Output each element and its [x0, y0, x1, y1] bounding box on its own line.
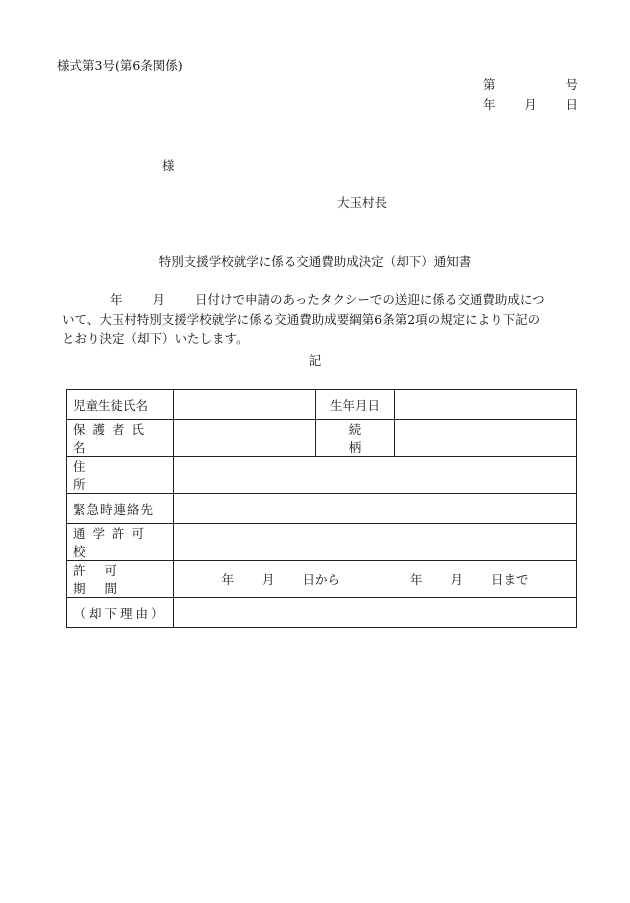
reason-label: （却下理由）: [67, 598, 174, 628]
emergency-contact-label: 緊急時連絡先: [67, 494, 174, 524]
guardian-name-label: 保護者氏名: [67, 420, 174, 457]
period-to-month: 月: [450, 572, 464, 587]
period-from-year: 年: [221, 572, 234, 587]
birth-date-label: 生年月日: [316, 390, 395, 420]
period-field[interactable]: [174, 561, 577, 598]
table-row: [67, 598, 577, 628]
period-from-month: 月: [261, 572, 275, 587]
table-row: [67, 457, 577, 494]
body-line-3: とおり決定（却下）いたします。: [62, 331, 249, 346]
body-month-label: 月: [152, 292, 166, 307]
form-number: 様式第3号(第6条関係): [57, 58, 183, 73]
number-prefix: 第: [483, 77, 496, 92]
sender: 大玉村長: [337, 195, 388, 210]
addressee-suffix: 様: [162, 158, 175, 173]
document-number-line: [483, 75, 578, 93]
emergency-contact-field[interactable]: [174, 494, 577, 524]
relationship-field[interactable]: [395, 420, 577, 457]
address-label: 住所: [67, 457, 174, 494]
document-title: 特別支援学校就学に係る交通費助成決定（却下）通知書: [158, 254, 472, 269]
period-label: 許可期間: [67, 561, 174, 598]
body-line-1: [62, 290, 582, 310]
body-line-2: いて、大玉村特別支援学校就学に係る交通費助成要綱第6条第2項の規定により下記の: [62, 311, 541, 327]
table-row: [67, 561, 577, 598]
body-line-1-rest: 日付けで申請のあったタクシーでの送迎に係る交通費助成につ: [195, 292, 545, 307]
ki-heading: 記: [308, 353, 322, 368]
school-field[interactable]: [174, 524, 577, 561]
issue-year-label: 年: [483, 97, 496, 112]
body-text: [62, 290, 582, 349]
birth-date-field[interactable]: [395, 390, 577, 420]
relationship-label: 続柄: [316, 420, 395, 457]
table-row: [67, 524, 577, 561]
reason-field[interactable]: [174, 598, 577, 628]
table-row: [67, 494, 577, 524]
period-from-day: 日から: [302, 572, 340, 587]
table-row: [67, 390, 577, 420]
number-suffix: 号: [565, 77, 578, 92]
address-field[interactable]: [174, 457, 577, 494]
body-year-label: 年: [110, 292, 123, 307]
guardian-name-field[interactable]: [174, 420, 316, 457]
period-to-year: 年: [410, 572, 423, 587]
application-table: [66, 389, 577, 628]
table-row: [67, 420, 577, 457]
issue-day-label: 日: [565, 97, 578, 112]
student-name-label: 児童生徒氏名: [67, 390, 174, 420]
issue-month-label: 月: [524, 97, 537, 112]
student-name-field[interactable]: [174, 390, 316, 420]
issue-date-line: [483, 95, 578, 113]
school-label: 通学許可校: [67, 524, 174, 561]
period-to-day: 日まで: [491, 572, 529, 587]
